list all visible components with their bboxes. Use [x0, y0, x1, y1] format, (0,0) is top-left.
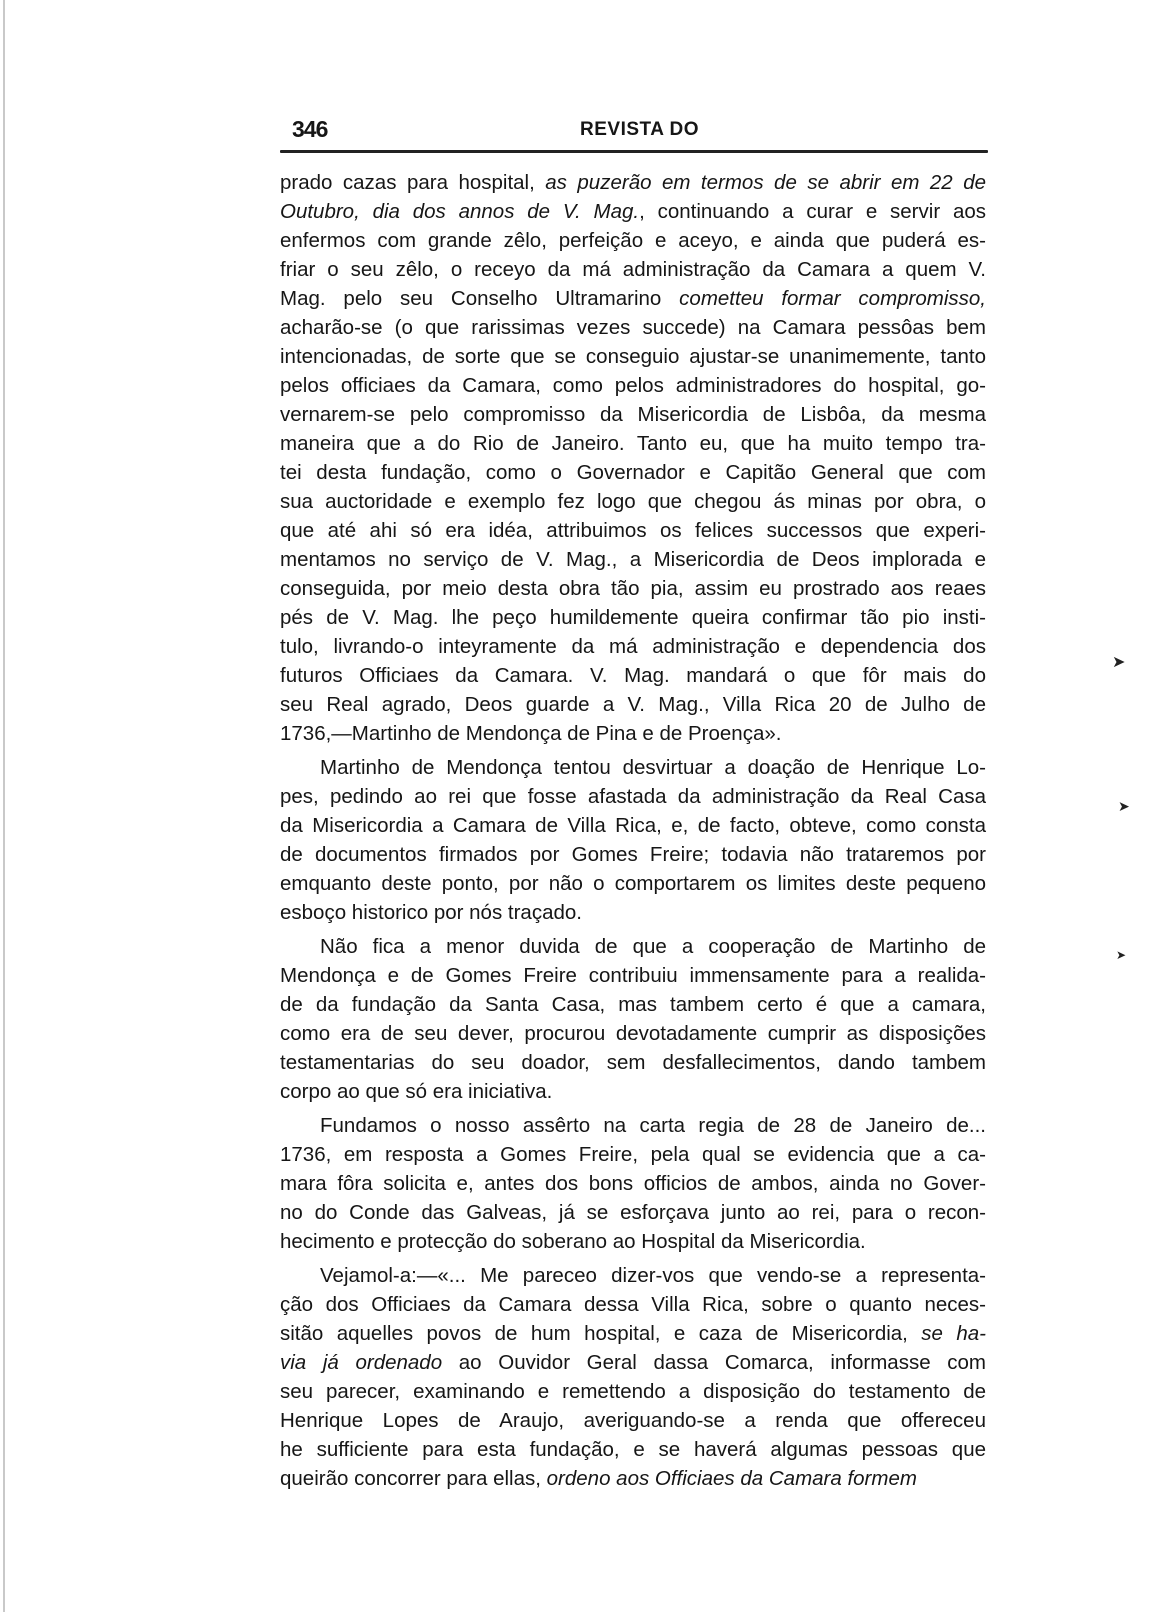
text-line: [280, 255, 986, 284]
text-segment: Vejamol-a:—«... Me pareceo dizer-vos que vendo-se a representa-: [320, 1264, 986, 1287]
text-line: [280, 990, 986, 1019]
text-line: [280, 1019, 986, 1048]
text-line: [280, 898, 986, 927]
text-line: [280, 1140, 986, 1169]
text-segment: maneira que a do Rio de Janeiro. Tanto eu, que ha muito tempo tra-: [280, 432, 986, 455]
text-line: [280, 632, 986, 661]
text-line: [280, 400, 986, 429]
italic-text: Outubro, dia dos annos de V. Mag.: [280, 200, 640, 223]
text-segment: esboço historico por nós traçado.: [280, 901, 582, 924]
text-line: [280, 932, 986, 961]
text-segment: hecimento e protecção do soberano ao Hospital da Misericordia.: [280, 1230, 866, 1253]
text-line: [280, 661, 986, 690]
paragraph: [280, 168, 986, 748]
text-line: [280, 1198, 986, 1227]
text-segment: Mag. pelo seu Conselho Ultramarino: [280, 287, 680, 310]
paragraph: [280, 753, 986, 927]
text-segment: sua auctoridade e exemplo fez logo que chegou ás minas por obra, o: [280, 490, 986, 513]
page-header: [280, 112, 988, 152]
text-line: [280, 371, 986, 400]
text-line: [280, 1406, 986, 1435]
text-segment: , continuando a curar e servir aos: [639, 200, 986, 223]
margin-mark: ➤: [1116, 948, 1127, 962]
margin-mark: ➤: [1118, 799, 1130, 815]
text-segment: conseguida, por meio desta obra tão pia, assim eu prostrado aos reaes: [280, 577, 986, 600]
text-segment: he sufficiente para esta fundação, e se haverá algumas pessoas que: [280, 1438, 986, 1461]
header-rule: [280, 150, 988, 153]
text-segment: Mendonça e de Gomes Freire contribuiu immensamente para a realida-: [280, 964, 986, 987]
text-segment: Martinho de Mendonça tentou desvirtuar a doação de Henrique Lo-: [320, 756, 986, 779]
text-segment: pés de V. Mag. lhe peço humildemente queira confirmar tão pio insti-: [280, 606, 986, 629]
text-segment: no do Conde das Galveas, já se esforçava junto ao rei, para o recon-: [280, 1201, 986, 1224]
text-segment: Não fica a menor duvida de que a cooperação de Martinho de: [320, 935, 986, 958]
text-line: [280, 719, 986, 748]
text-line: [280, 1464, 986, 1493]
text-segment: seu parecer, examinando e remettendo a disposição do testamento de: [280, 1380, 986, 1403]
text-segment: acharão-se (o que rarissimas vezes succede) na Camara pessôas bem: [280, 316, 986, 339]
text-line: [280, 811, 986, 840]
text-segment: vernarem-se pelo compromisso da Misericordia de Lisbôa, da mesma: [280, 403, 986, 426]
text-line: [280, 1048, 986, 1077]
text-line: [280, 1227, 986, 1256]
text-segment: sitão aquelles povos de hum hospital, e caza de Misericordia,: [280, 1322, 922, 1345]
text-line: [280, 1077, 986, 1106]
text-line: [280, 1261, 986, 1290]
paragraph: [280, 1261, 986, 1493]
text-line: [280, 961, 986, 990]
paragraph: [280, 932, 986, 1106]
italic-text: via já ordenado: [280, 1351, 443, 1374]
text-line: [280, 574, 986, 603]
text-segment: queirão concorrer para ellas,: [280, 1467, 547, 1490]
text-segment: 1736, em resposta a Gomes Freire, pela qual se evidencia que a ca-: [280, 1143, 986, 1166]
text-segment: que até ahi só era idéa, attribuimos os felices successos que experi-: [280, 519, 986, 542]
text-segment: tei desta fundação, como o Governador e Capitão General que com: [280, 461, 986, 484]
text-segment: prado cazas para hospital,: [280, 171, 546, 194]
text-segment: pes, pedindo ao rei que fosse afastada da administração da Real Casa: [280, 785, 986, 808]
text-segment: seu Real agrado, Deos guarde a V. Mag., Villa Rica 20 de Julho de: [280, 693, 986, 716]
italic-text: as puzerão em termos de se abrir em 22 de: [545, 171, 986, 194]
paragraph: [280, 1111, 986, 1256]
text-segment: mara fôra solicita e, antes dos bons officios de ambos, ainda no Gover-: [280, 1172, 986, 1195]
text-segment: tulo, livrando-o inteyramente da má administração e dependencia dos: [280, 635, 986, 658]
text-line: [280, 342, 986, 371]
text-line: [280, 458, 986, 487]
italic-text: cometteu formar compromisso,: [679, 287, 986, 310]
text-line: [280, 603, 986, 632]
running-title: REVISTA DO: [580, 119, 700, 140]
text-segment: Henrique Lopes de Araujo, averiguando-se a renda que offereceu: [280, 1409, 986, 1432]
text-segment: intencionadas, de sorte que se conseguio ajustar-se unanimemente, tanto: [280, 345, 986, 368]
text-segment: 1736,—Martinho de Mendonça de Pina e de Proença».: [280, 722, 782, 745]
text-segment: futuros Officiaes da Camara. V. Mag. mandará o que fôr mais do: [280, 664, 986, 687]
text-line: [280, 516, 986, 545]
text-line: [280, 226, 986, 255]
text-segment: pelos officiaes da Camara, como pelos administradores do hospital, go-: [280, 374, 986, 397]
page-edge-line: [3, 0, 5, 1612]
text-segment: de da fundação da Santa Casa, mas tambem certo é que a camara,: [280, 993, 986, 1016]
text-line: [280, 690, 986, 719]
text-line: [280, 197, 986, 226]
text-segment: mentamos no serviço de V. Mag., a Misericordia de Deos implorada e: [280, 548, 986, 571]
text-segment: friar o seu zêlo, o receyo da má administração da Camara a quem V.: [280, 258, 986, 281]
text-segment: Fundamos o nosso assêrto na carta regia de 28 de Janeiro de...: [320, 1114, 986, 1137]
margin-mark: ➤: [1112, 652, 1126, 671]
text-line: [280, 1290, 986, 1319]
text-line: [280, 1169, 986, 1198]
text-line: [280, 1111, 986, 1140]
text-segment: como era de seu dever, procurou devotadamente cumprir as disposições: [280, 1022, 986, 1045]
page-number: 346: [292, 116, 328, 142]
text-segment: enfermos com grande zêlo, perfeição e aceyo, e ainda que puderá es-: [280, 229, 986, 252]
text-line: [280, 1319, 986, 1348]
text-line: [280, 545, 986, 574]
text-line: [280, 487, 986, 516]
text-line: [280, 284, 986, 313]
text-line: [280, 1377, 986, 1406]
text-segment: ção dos Officiaes da Camara dessa Villa Rica, sobre o quanto neces-: [280, 1293, 986, 1316]
text-segment: emquanto deste ponto, por não o comportarem os limites deste pequeno: [280, 872, 986, 895]
italic-text: se ha-: [921, 1322, 986, 1345]
text-line: [280, 313, 986, 342]
text-segment: corpo ao que só era iniciativa.: [280, 1080, 553, 1103]
body-text: [280, 168, 986, 1493]
text-segment: testamentarias do seu doador, sem desfallecimentos, dando tambem: [280, 1051, 986, 1074]
text-line: [280, 753, 986, 782]
italic-text: ordeno aos Officiaes da Camara formem: [546, 1467, 917, 1490]
text-line: [280, 168, 986, 197]
text-line: [280, 1348, 986, 1377]
text-line: [280, 1435, 986, 1464]
text-line: [280, 869, 986, 898]
text-line: [280, 782, 986, 811]
text-line: [280, 840, 986, 869]
text-segment: ao Ouvidor Geral dassa Comarca, informasse com: [442, 1351, 986, 1374]
text-segment: de documentos firmados por Gomes Freire; todavia não trataremos por: [280, 843, 986, 866]
text-line: [280, 429, 986, 458]
text-segment: da Misericordia a Camara de Villa Rica, e, de facto, obteve, como consta: [280, 814, 986, 837]
